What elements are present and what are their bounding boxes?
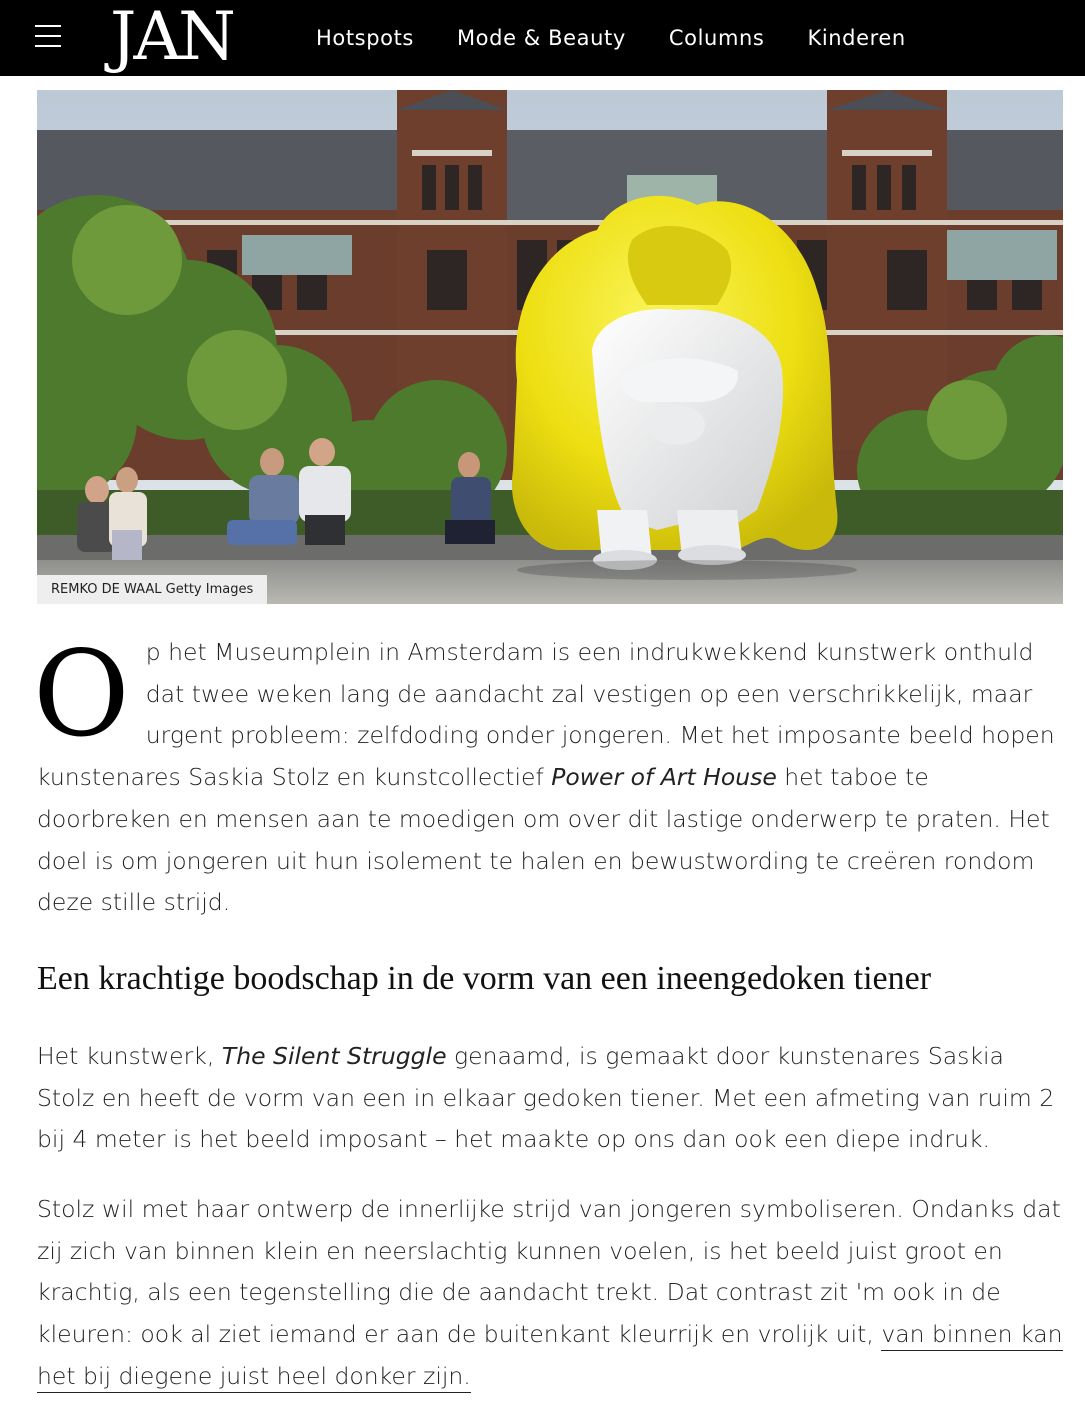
inline-article-link[interactable]: van binnen kan het bij diegene juist heel donker zijn. — [37, 1320, 1063, 1393]
site-logo[interactable]: JAN — [110, 0, 233, 75]
article-body — [33, 625, 1063, 1426]
lead-paragraph — [33, 625, 1063, 924]
paragraph-1-text-a: Het kunstwerk, — [37, 1041, 222, 1070]
lead-text-2: het taboe te doorbreken en mensen aan te moedigen om over dit lastige onderwerp te praten. Het doel is om jongeren uit hun isolement te halen en bewustwording te creëren rondom deze stille strijd. — [37, 763, 1050, 917]
nav-item-mode-beauty[interactable]: Mode & Beauty — [456, 26, 626, 50]
paragraph-1 — [37, 1036, 1063, 1161]
paragraph-2 — [37, 1189, 1063, 1398]
hero-image — [37, 90, 1063, 604]
main-nav — [316, 0, 906, 76]
section-heading: Een krachtige boodschap in de vorm van een ineengedoken tiener — [37, 959, 932, 997]
drop-cap: O — [33, 625, 130, 763]
photo-credit: REMKO DE WAAL Getty Images — [37, 575, 267, 604]
paragraph-2-text: Stolz wil met haar ontwerp de innerlijke strijd van jongeren symboliseren. Ondanks dat zij zich van binnen klein en neerslachtig kunnen voelen, is het beeld juist groot en krachtig, als een tegenstelling die de aandacht trekt. Dat contrast zit 'm ook in de kleuren: ook al ziet iemand er aan de buitenkant kleurrijk en vrolijk uit, — [37, 1195, 1061, 1349]
hamburger-icon[interactable] — [35, 25, 61, 47]
top-navigation-bar — [0, 0, 1085, 76]
lead-emphasis: Power of Art House — [551, 763, 777, 792]
nav-item-hotspots[interactable]: Hotspots — [316, 26, 414, 50]
nav-item-columns[interactable]: Columns — [668, 26, 765, 50]
artwork-title: The Silent Struggle — [221, 1041, 447, 1070]
lead-text-1: p het Museumplein in Amsterdam is een indrukwekkend kunstwerk onthuld dat twee weken lang de aandacht zal vestigen op een verschrikkelijk, maar urgent probleem: zelfdoding onder jongeren. Met het imposante beeld hopen kunstenares Saskia Stolz en kunstcollectief — [37, 638, 1055, 792]
paragraph-1-text-b: genaamd, is gemaakt door kunstenares Saskia Stolz en heeft de vorm van een in elkaar gedoken tiener. Met een afmeting van ruim 2 bij 4 meter is het beeld imposant – het maakte op ons dan ook een diepe indruk. — [37, 1041, 1055, 1154]
nav-item-kinderen[interactable]: Kinderen — [807, 26, 906, 50]
sculpture-photo — [37, 90, 1063, 604]
